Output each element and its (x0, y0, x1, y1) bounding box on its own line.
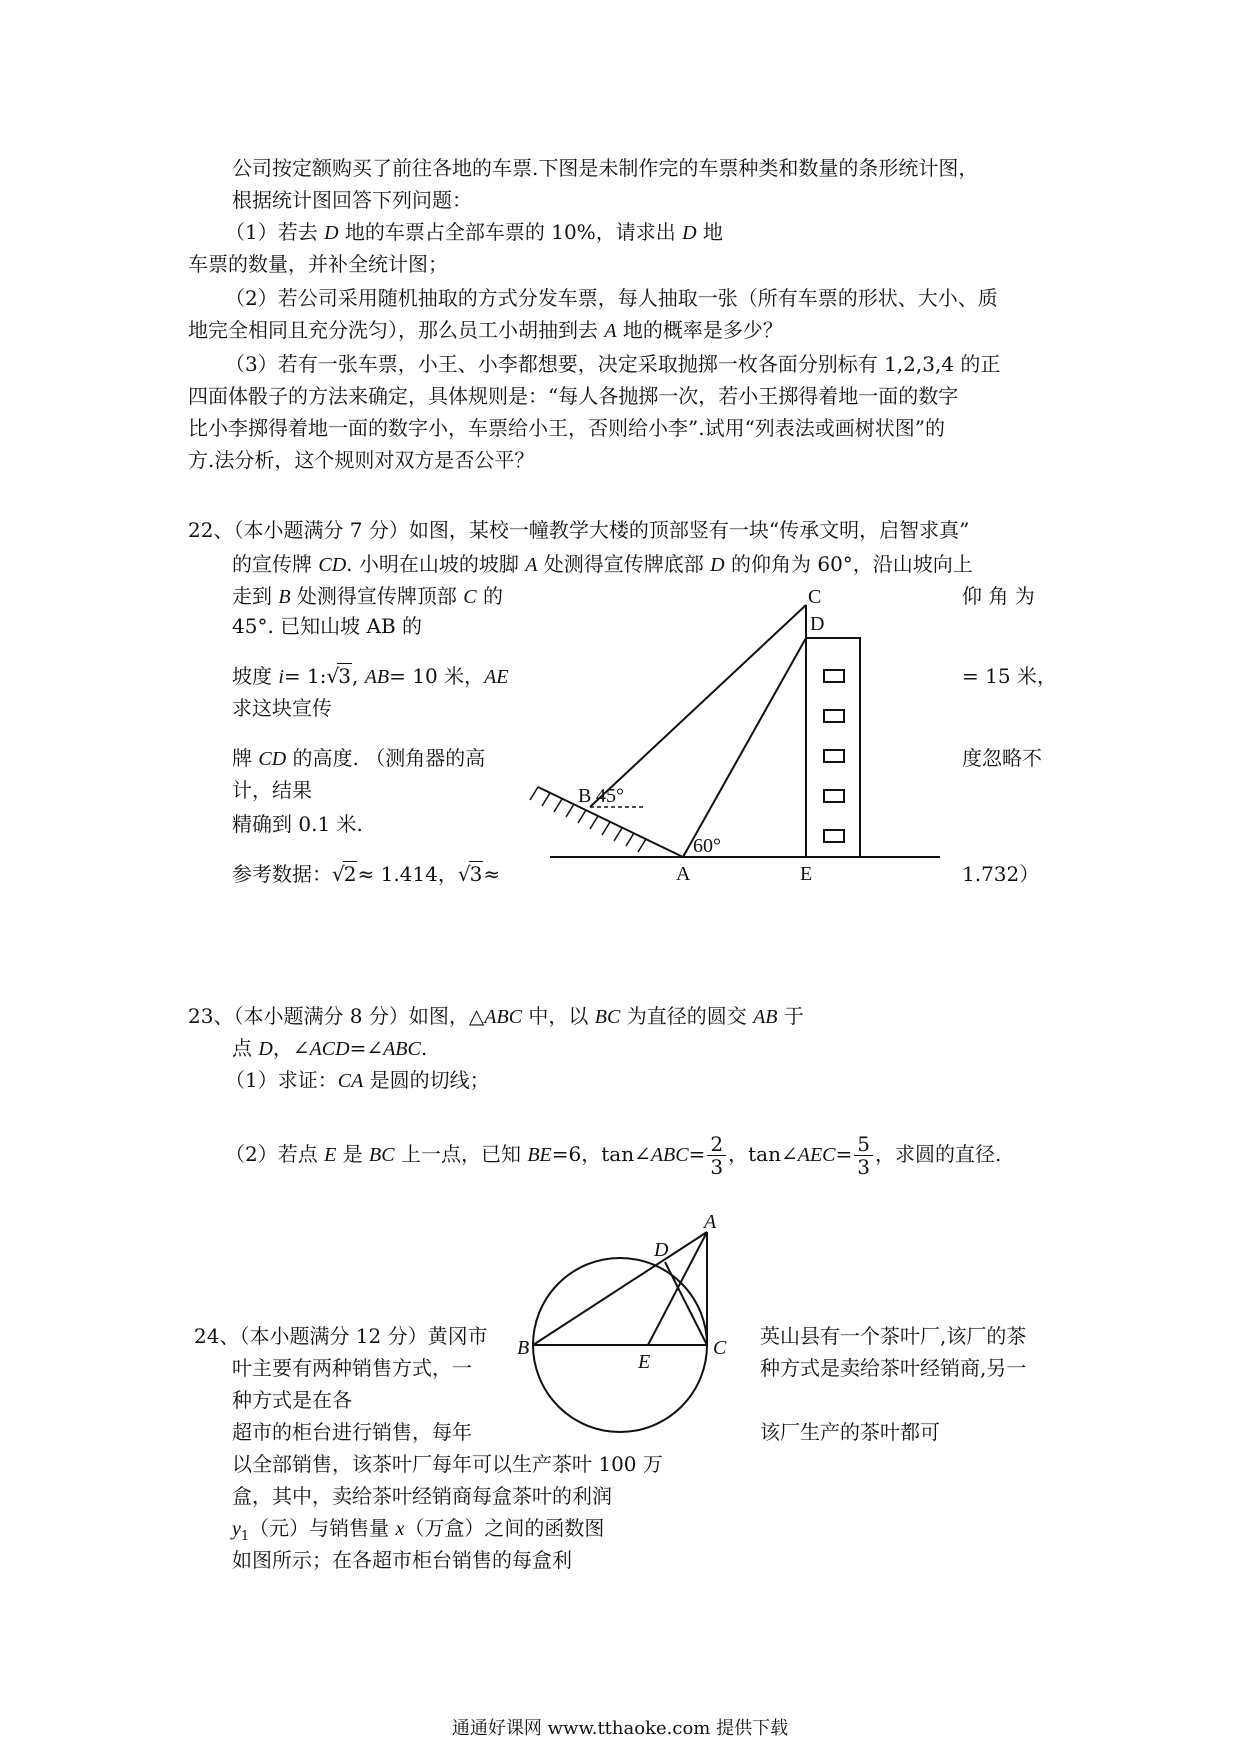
q21-line-1: 公司按定额购买了前往各地的车票.下图是未制作完的车票种类和数量的条形统计图， (232, 156, 979, 180)
label-angle-60: 60° (693, 835, 721, 857)
q21-line-2: 根据统计图回答下列问题： (232, 188, 472, 212)
q24-line-2: 叶主要有两种销售方式，一 (232, 1356, 472, 1380)
q24-line-5: 以全部销售，该茶叶厂每年可以生产茶叶 100 万 (232, 1452, 663, 1476)
q22-line-4: 45°. 已知山坡 AB 的 (232, 614, 423, 638)
q21-part3-line-2: 四面体骰子的方法来确定，具体规则是：“每人各抛掷一次，若小王掷得着地一面的数字 (188, 384, 959, 408)
q23-line-1: 23、（本小题满分 8 分）如图，△ABC 中，以 BC 为直径的圆交 AB 于 (188, 1004, 804, 1028)
label-c: C (713, 1337, 727, 1359)
q24-line-8: 如图所示；在各超市柜台销售的每盒利 (232, 1548, 572, 1572)
q21-part2-line-1: （2）若公司采用随机抽取的方式分发车票，每人抽取一张（所有车票的形状、大小、质 (225, 286, 998, 310)
line-a-to-d (683, 638, 806, 857)
segment-ba (533, 1232, 707, 1345)
label-e: E (638, 1351, 651, 1373)
q21-part1-line-2: 车票的数量，并补全统计图； (188, 252, 448, 276)
label-a: A (676, 863, 691, 885)
label-d: D (810, 613, 825, 635)
q22-line-3-right: 仰 角 为 (962, 584, 1035, 608)
q24-line-4-right: 该厂生产的茶叶都可 (760, 1420, 940, 1444)
label-a: A (704, 1211, 717, 1233)
q24-line-1-right: 英山县有一个茶叶厂,该厂的茶 (760, 1324, 1027, 1348)
label-d: D (654, 1239, 669, 1261)
label-e: E (800, 863, 813, 885)
q22-line-1: 22、（本小题满分 7 分）如图，某校一幢教学大楼的顶部竖有一块“传承文明，启智求真” (188, 518, 970, 542)
label-angle-45: 45° (596, 785, 624, 807)
q24-line-3: 种方式是在各 (232, 1388, 352, 1412)
q21-part3-line-4: 方.法分析，这个规则对双方是否公平？ (188, 448, 535, 472)
q21-part3-line-3: 比小李掷得着地一面的数字小，车票给小王，否则给小李”.试用“列表法或画树状图”的 (188, 416, 946, 440)
segment-cd (665, 1262, 707, 1345)
q24-line-7: $y_1$（元）与销售量 x（万盒）之间的函数图 (232, 1516, 605, 1544)
q21-part1-line-1: （1）若去 D 地的车票占全部车票的 10%，请求出 D 地 (225, 220, 723, 244)
q24-line-2-right: 种方式是卖给茶叶经销商,另一 (760, 1356, 1027, 1380)
q22-line-5-right: = 15 米， (962, 664, 1057, 688)
q22-line-7: 牌 CD 的高度. （测角器的高 (232, 746, 486, 770)
q22-figure (520, 586, 940, 890)
fraction-5-3: $\frac{5}{3}$ (854, 1133, 873, 1178)
q23-part2: （2）若点 E 是 BC 上一点，已知 BE=6，tan∠ABC= $\frac{2}{3}$ ，tan∠AEC= $\frac{5}{3}$ ，求圆的直径. (225, 1132, 1002, 1179)
q24-line-6: 盒，其中，卖给茶叶经销商每盒茶叶的利润 (232, 1484, 612, 1508)
q22-line-3: 走到 B 处测得宣传牌顶部 C 的 (232, 584, 503, 608)
q22-line-2: 的宣传牌 CD. 小明在山坡的坡脚 A 处测得宣传牌底部 D 的仰角为 60°，沿山坡向上 (232, 552, 973, 576)
q23-line-2: 点 D，∠ACD=∠ABC. (232, 1036, 428, 1060)
label-b: B (578, 785, 592, 807)
q22-line-7-right: 度忽略不 (962, 746, 1042, 770)
q21-part2-line-2: 地完全相同且充分洗匀），那么员工小胡抽到去 A 地的概率是多少？ (188, 318, 783, 342)
q22-line-5: 坡度 i= 1:√3, AB= 10 米，AE (232, 664, 509, 688)
building-windows (824, 670, 844, 842)
q23-figure (517, 1210, 740, 1410)
q22-line-8: 计，结果 (232, 778, 312, 802)
q22-line-9: 精确到 0.1 米. (232, 812, 363, 836)
fraction-2-3: $\frac{2}{3}$ (707, 1133, 726, 1178)
label-c: C (808, 586, 822, 608)
q22-line-10: 参考数据：√2≈ 1.414，√3≈ (232, 862, 501, 886)
q22-line-10-right: 1.732） (962, 862, 1040, 886)
q24-line-1: 24、（本小题满分 12 分）黄冈市 (194, 1324, 488, 1348)
q22-line-6: 求这块宣传 (232, 696, 332, 720)
q21-part3-line-1: （3）若有一张车票，小王、小李都想要，决定采取抛掷一枚各面分别标有 1,2,3,4 的正 (225, 352, 1001, 376)
line-b-to-c (590, 605, 806, 807)
q23-part1: （1）求证：CA 是圆的切线； (225, 1068, 490, 1092)
label-b: B (517, 1337, 530, 1359)
q24-line-4: 超市的柜台进行销售，每年 (232, 1420, 472, 1444)
page-footer: 通通好课网 www.tthaoke.com 提供下载 (451, 1718, 789, 1739)
